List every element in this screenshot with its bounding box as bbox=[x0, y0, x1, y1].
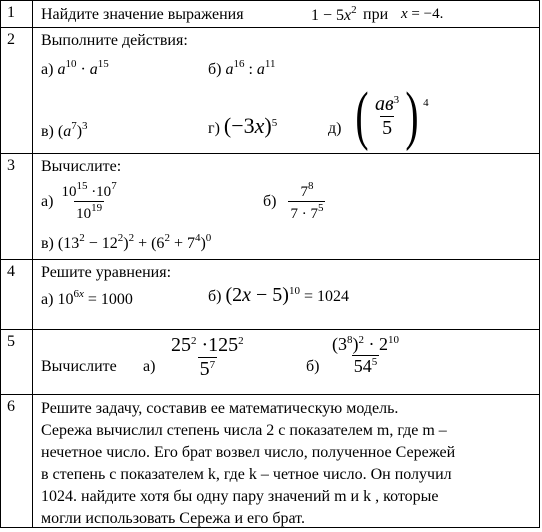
task-6-text bbox=[41, 398, 533, 530]
task-2d-expr: ( $\frac{ав^3}{5}$ ) 4 bbox=[355, 79, 429, 152]
task-5 bbox=[33, 330, 540, 395]
task-4b: б) $(2x - 5)^{10} = 1024$ bbox=[208, 284, 350, 306]
item-label: в) bbox=[41, 235, 54, 252]
task-number: 2 bbox=[1, 28, 33, 154]
task-3a: а) $\frac{10^{15} \cdot 10^7}{10^{19}}$ bbox=[41, 180, 117, 222]
task-3-heading: Вычислите: bbox=[41, 158, 122, 175]
task-4 bbox=[33, 260, 540, 330]
task-1-expr: $1 - 5x^2$ bbox=[311, 4, 357, 24]
task-6-line: Сережа вычислил степень числа 2 с показателем m, где m – bbox=[41, 422, 447, 439]
task-6-line: в степень с показателем k, где k – четное число. Он получил bbox=[41, 466, 452, 483]
task-6-line: могли использовать Сережа и его брат. bbox=[41, 510, 305, 527]
task-6-line: Решите задачу, составив ее математическую модель. bbox=[41, 400, 399, 417]
task-2b: б) $a^{16}$ : $a^{11}$ bbox=[208, 58, 276, 78]
task-1-cond: x = −4. bbox=[401, 6, 444, 22]
task-1 bbox=[33, 1, 540, 28]
task-4a: а) $10^{6x} = 1000$ bbox=[41, 288, 133, 308]
task-5-heading: Вычислите bbox=[41, 358, 117, 375]
task-6 bbox=[33, 395, 540, 528]
task-1-text: Найдите значение выражения bbox=[41, 6, 244, 23]
task-2a: а) $a^{10} \cdot a^{15}$ bbox=[41, 58, 109, 78]
task-2g: г) $(-3x)^5$ bbox=[208, 113, 278, 138]
task-3v: в) $(13^2 - 12^2)^2 + (6^2 + 7^4)^0$ bbox=[41, 232, 212, 252]
task-2 bbox=[33, 28, 540, 154]
task-5b-expr: $\frac{(3^8)^2 \cdot 2^{10}}{54^5}$ bbox=[332, 334, 399, 376]
task-5a-label: а) bbox=[143, 358, 156, 375]
item-label: а) bbox=[41, 192, 54, 210]
task-number: 1 bbox=[1, 1, 33, 28]
task-2d-label: д) bbox=[328, 120, 342, 137]
item-label: а) bbox=[41, 291, 54, 308]
task-1-cond-word: при bbox=[363, 6, 389, 23]
task-3b: б) $\frac{7^8}{7 \cdot 7^5}$ bbox=[263, 180, 324, 222]
task-number: 6 bbox=[1, 395, 33, 528]
item-label: б) bbox=[263, 192, 277, 210]
item-label: в) bbox=[41, 123, 54, 140]
task-number: 3 bbox=[1, 154, 33, 260]
task-3 bbox=[33, 154, 540, 260]
task-number: 5 bbox=[1, 330, 33, 395]
task-2v: в) $(a^7)^3$ bbox=[41, 120, 88, 140]
task-5a-expr: $\frac{25^2 \cdot 125^2}{5^7}$ bbox=[171, 334, 244, 380]
item-label: а) bbox=[41, 61, 54, 78]
task-6-line: нечетное число. Его брат возвел число, полученное Сережей bbox=[41, 444, 456, 461]
task-6-line: 1024. найдите хотя бы одну пару значений m и k , которые bbox=[41, 488, 439, 505]
item-label: г) bbox=[208, 120, 220, 137]
task-4-heading: Решите уравнения: bbox=[41, 264, 172, 281]
task-2-heading: Выполните действия: bbox=[41, 32, 188, 49]
item-label: б) bbox=[208, 288, 222, 305]
task-5b-label: б) bbox=[306, 358, 320, 375]
item-label: б) bbox=[208, 61, 222, 78]
task-number: 4 bbox=[1, 260, 33, 330]
